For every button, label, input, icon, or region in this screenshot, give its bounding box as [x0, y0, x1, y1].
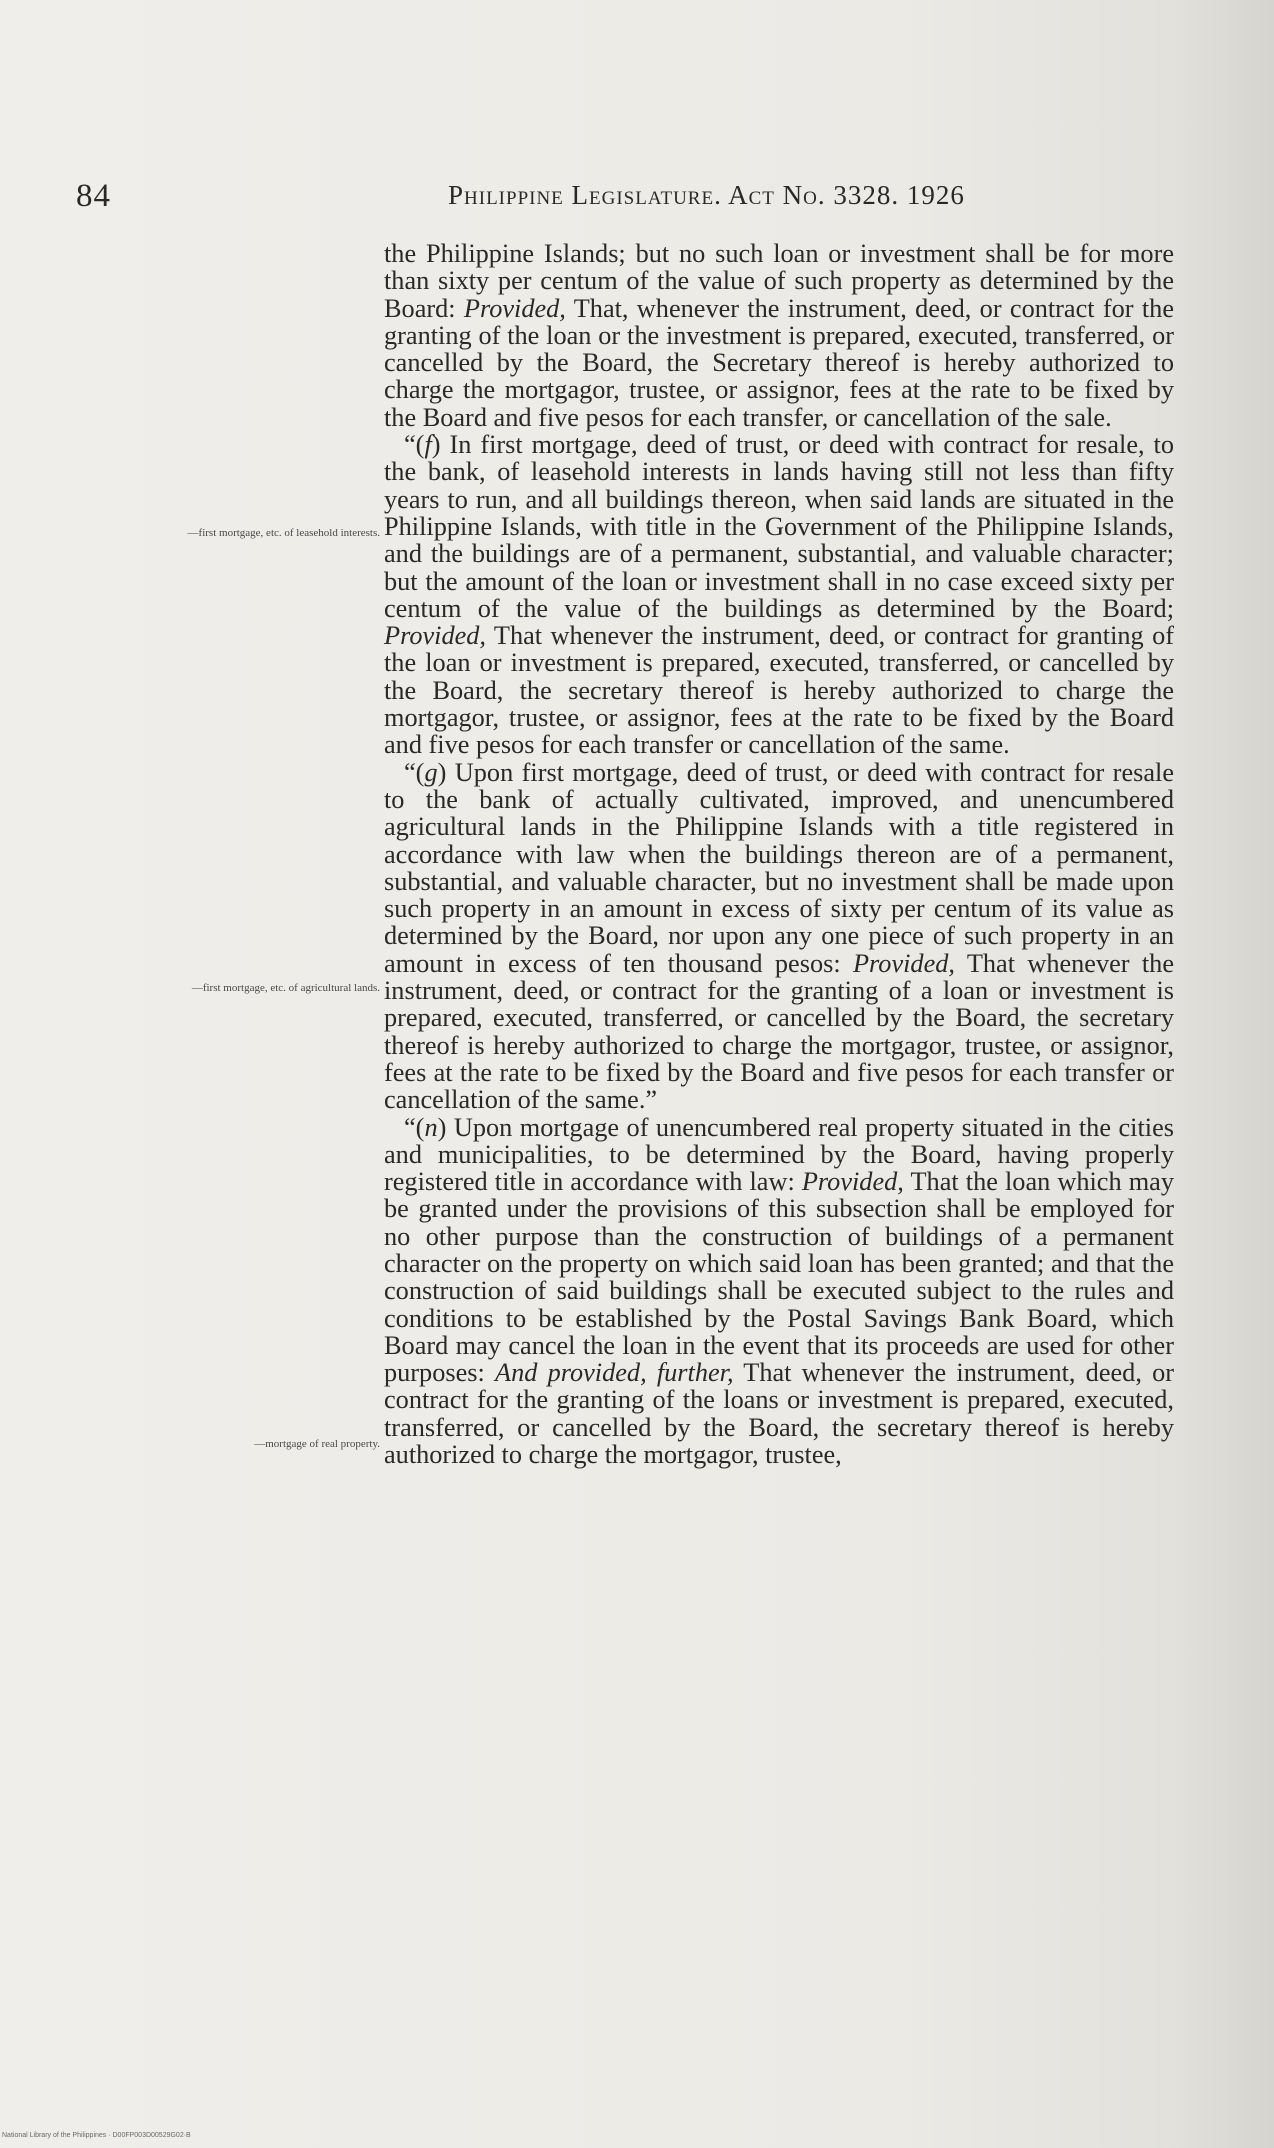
paragraph-subsection-n: “(n) Upon mortgage of unencumbered real property situated in the cities and municipalities, to be determined by the Board, having properly registered title in accordance with law: Provided, That the loan which may be granted under the provisions of this subsection shall be employed for no other purpose than the construction of buildings of a permanent character on the property on which said loan has been granted; and that the construction of said buildings shall be executed subject to the rules and conditions to be established by the Postal Savings Bank Board, which Board may cancel the loan in the event that its proceeds are used for other purposes: And provided, further, That whenever the instrument, deed, or contract for the granting of the loans or investment is prepared, executed, transferred, or cancelled by the Board, the secretary thereof is hereby authorized to charge the mortgagor, trustee, — [384, 1112, 1175, 1470]
paragraph-subsection-f: “(f) In first mortgage, deed of trust, or deed with contract for resale, to the bank, of leasehold interests in lands having still not less than fifty years to run, and all buildings thereon, when said lands are situated in the Philippine Islands, with title in the Government of the Philippine Islands, and the buildings are of a permanent, substantial, and valuable character; but the amount of the loan or investment shall in no case exceed sixty per centum of the value of the buildings as determined by the Board; Provided, That whenever the instrument, deed, or contract for granting of the loan or investment is prepared, executed, transferred, or cancelled by the Board, the secretary thereof is hereby authorized to charge the mortgagor, trustee, or assignor, fees at the rate to be fixed by the Board and five pesos for each transfer or cancellation of the same. — [384, 430, 1174, 760]
body-text — [384, 240, 1174, 1468]
paragraph-subsection-g: “(g) Upon first mortgage, deed of trust, or deed with contract for resale to the bank of actually cultivated, improved, and unencumbered agricultural lands in the Philippine Islands with a title registered in accordance with law when the buildings thereon are of a permanent, substantial, and valuable character, but no investment shall be made upon such property in an amount in excess of sixty per centum of its value as determined by the Board, nor upon any one piece of such property in an amount in excess of ten thousand pesos: Provided, That whenever the instrument, deed, or contract for the granting of a loan or investment is prepared, executed, transferred, or cancelled by the Board, the secretary thereof is hereby authorized to charge the mortgagor, trustee, or assignor, fees at the rate to be fixed by the Board and five pesos for each transfer or cancellation of the same.” — [384, 757, 1174, 1115]
page-number: 84 — [76, 178, 111, 214]
margin-note-leasehold: —first mortgage, etc. of leasehold interests. — [187, 527, 380, 539]
margin-note-real-property: —mortgage of real property. — [254, 1438, 380, 1450]
margin-note-agricultural: —first mortgage, etc. of agricultural lands. — [191, 982, 380, 994]
running-head: Philippine Legislature. Act No. 3328. 1926 — [448, 180, 965, 210]
paragraph-continuation: the Philippine Islands; but no such loan or investment shall be for more than sixty per centum of the value of such property as determined by the Board: Provided, That, whenever the instrument, deed, or contract for the granting of the loan or the investment is prepared, executed, transferred, or cancelled by the Board, the Secretary thereof is hereby authorized to charge the mortgagor, trustee, or assignor, fees at the rate to be fixed by the Board and five pesos for each transfer, or cancellation of the sale. — [384, 239, 1174, 432]
scan-credit: National Library of the Philippines · D00FP003D00529G02·B — [2, 2132, 191, 2139]
